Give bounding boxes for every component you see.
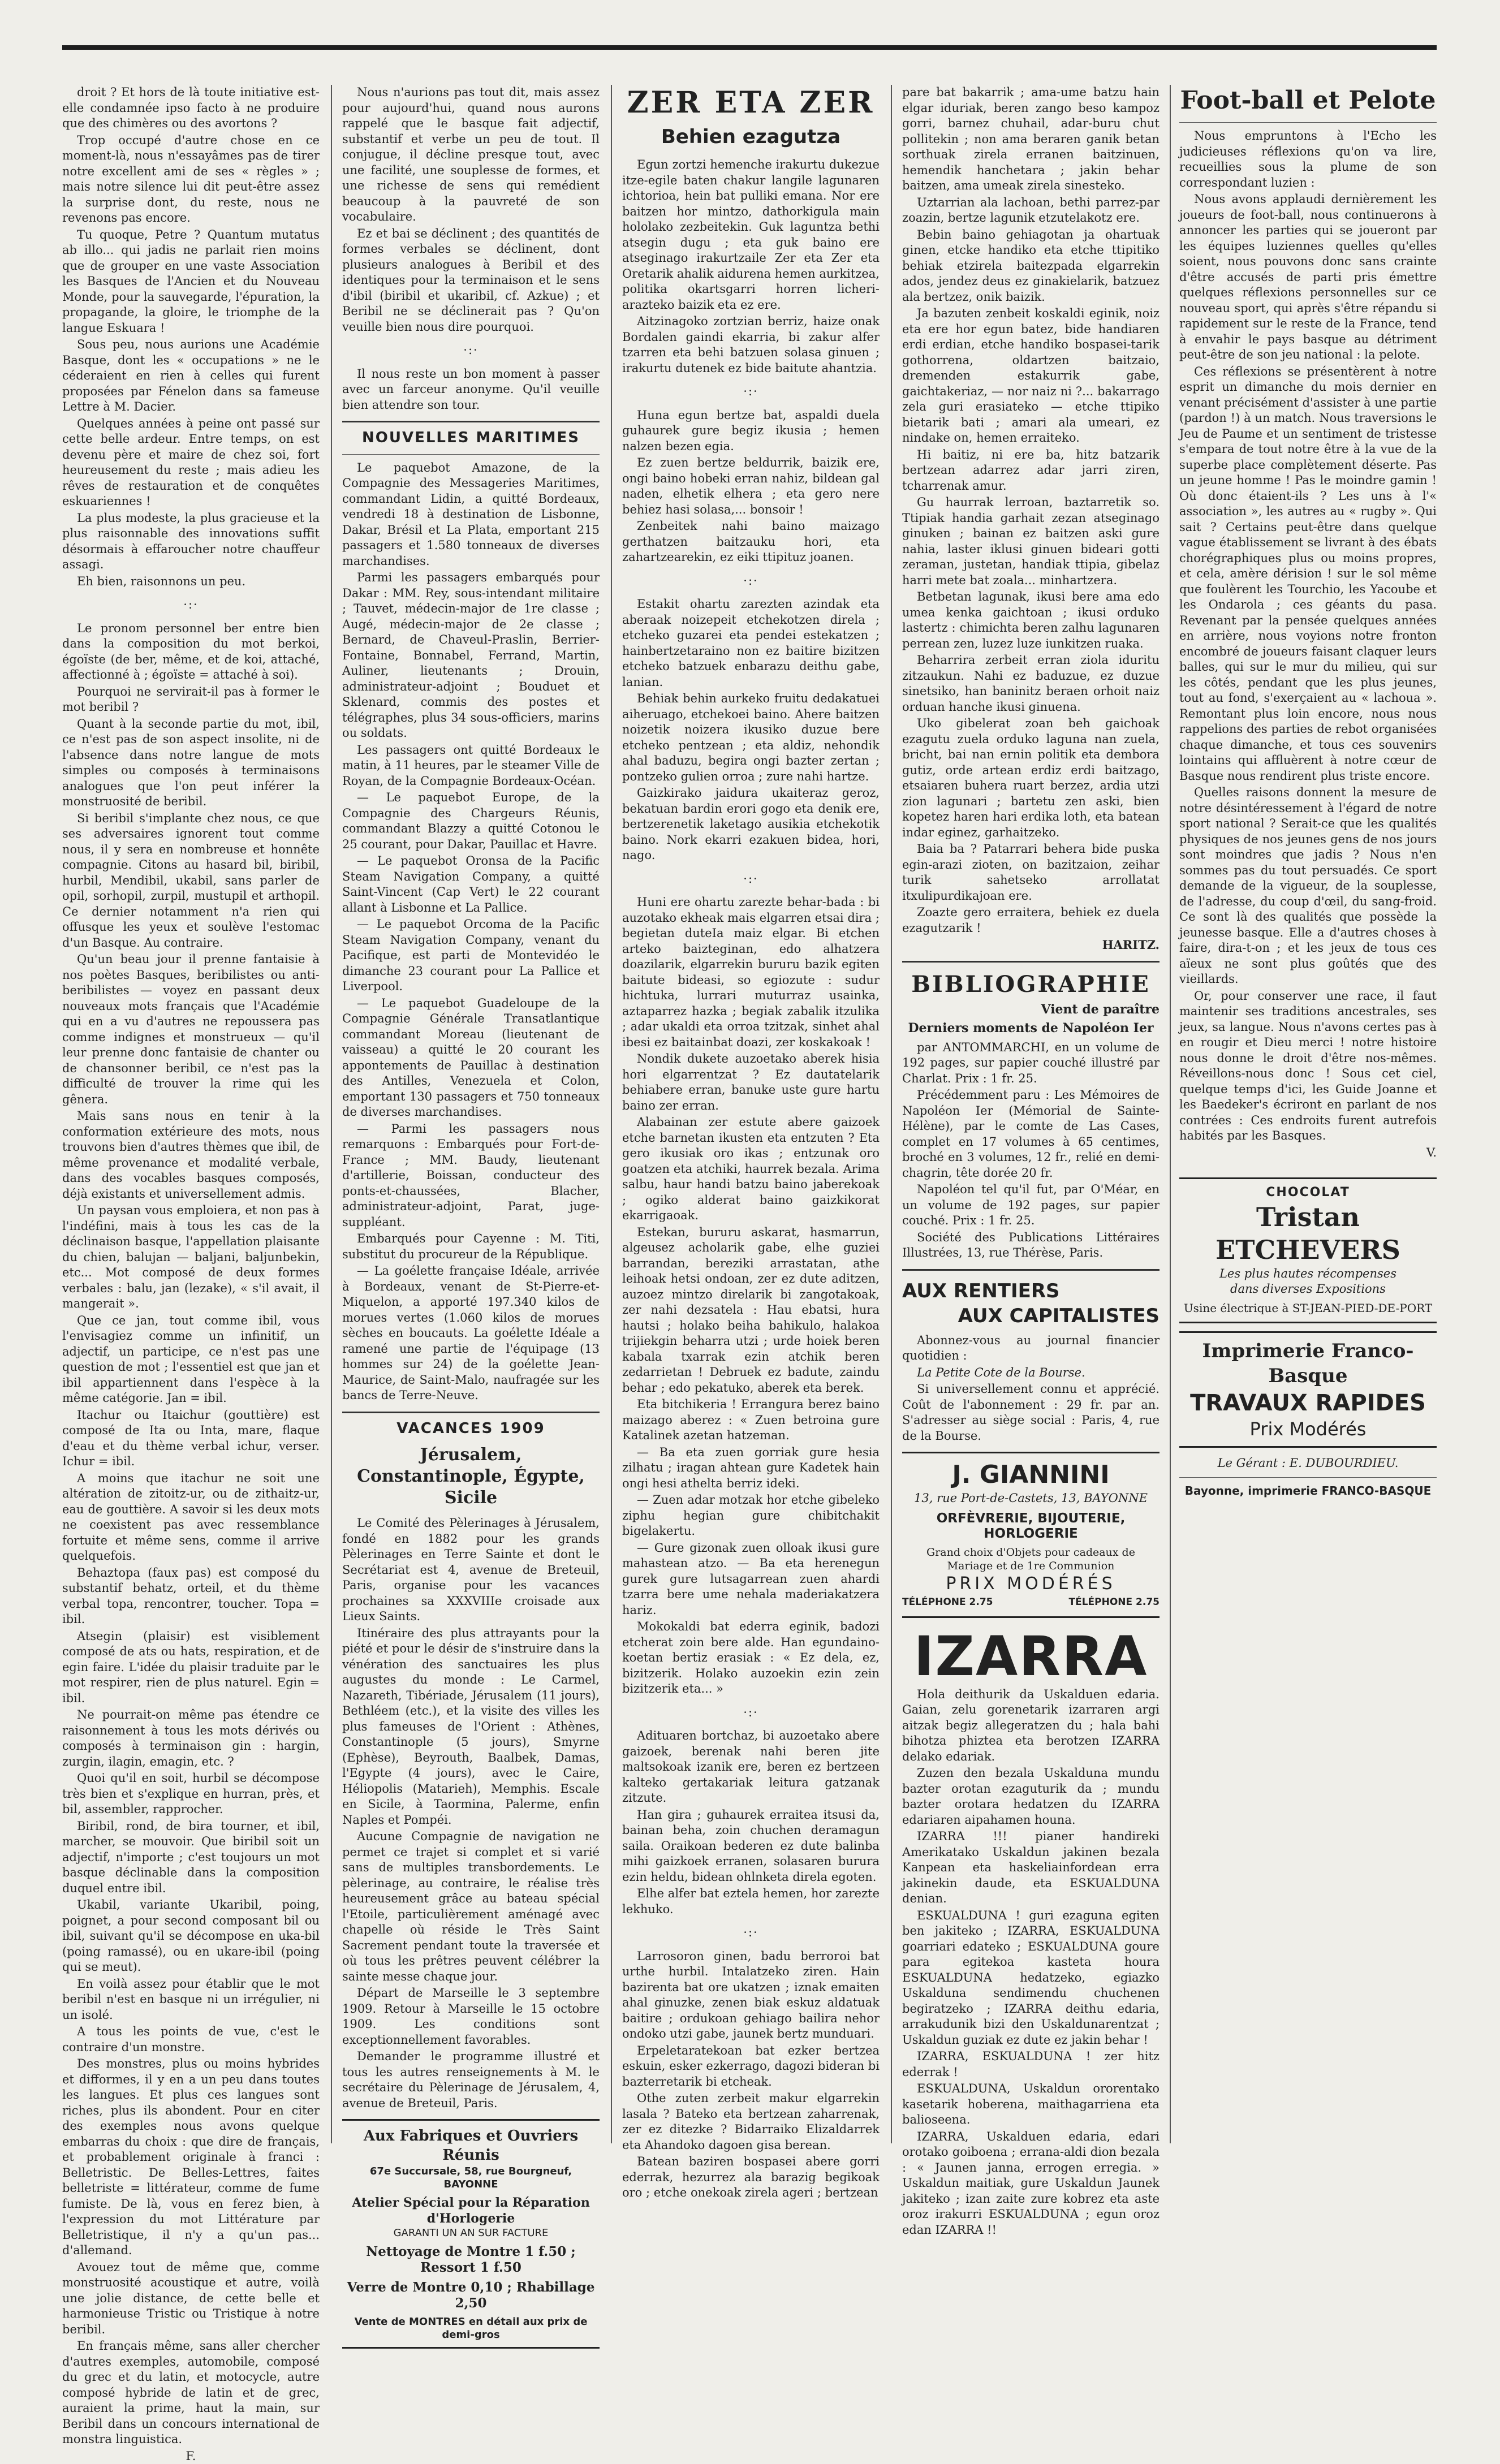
separator: ·:·: [622, 871, 880, 887]
paragraph: Zuzen den bezala Uskalduna mundu bazter orotan ezaguturik da ; mundu bazter orotara hedatzen du IZARRA edariaren aipahamen houna.: [902, 1766, 1160, 1828]
paragraph: Bebin baino gehiagotan ja ohartuak ginen, etcke handiko eta etche ttipitiko behiak etzirela baitezpada elgarrekin ados, jendez deus ez ginakielarik, batzuez ala bertzez, onik baizik.: [902, 227, 1160, 305]
paragraph: Zenbeitek nahi baino maizago gerthatzen baitzauku hori, eta zahartzearekin, ez eiki ttipituz joanen.: [622, 519, 880, 566]
ad-line: Grand choix d'Objets pour cadeaux de Mariage et de 1re Communion: [902, 1546, 1160, 1573]
paragraph: Demander le programme illustré et tous les autres renseignements à M. le secrétaire du Pèlerinage de Jérusalem, 4, avenue de Breteuil, Paris.: [342, 2049, 600, 2111]
paragraph: Uko gibelerat zoan beh gaichoak ezagutu zuela orduko laguna nan zuela, bricht, bai nan ernin politik eta dembora gutiz, orde artean erdiz erdi baitzago, etsaiaren buhera ruart berzez, ardia utzi zion lagunari ; bartetu zen aski, bien kopetez haren hari erdika loth, eta batean indar eginez, garhaitzeko.: [902, 716, 1160, 840]
paragraph: Elhe alfer bat eztela hemen, hor zarezte lekhuko.: [622, 1886, 880, 1917]
izarra-title: IZARRA: [902, 1626, 1160, 1687]
separator: ·:·: [62, 597, 320, 613]
rentiers-title: AUX CAPITALISTES: [902, 1304, 1160, 1328]
paragraph: — Gure gizonak zuen olloak ikusi gure mahastean atzo. — Ba eta herenegun gurek gure lutsagarrean zuen ahardi tzarra bere ume nehala maderiakatzera hariz.: [622, 1540, 880, 1619]
ad-phone: TÉLÉPHONE 2.75: [902, 1595, 993, 1611]
paragraph: Aucune Compagnie de navigation ne permet ce trajet si complet et si varié sans de multiples transbordements. Le pèlerinage, au contraire, le réalise très heureusement grâce au bateau spécial l'Etoile, particulièrement aménagé avec chapelle où réside le Très Saint Sacrement pendant toute la traversée et où tous les prêtres peuvent célébrer la sainte messe chaque jour.: [342, 1829, 600, 1984]
paragraph: Or, pour conserver une race, il faut maintenir ses traditions ancestrales, ses jeux, sa langue. Nous n'avons certes pas à en rougir et Dieu merci ! notre histoire nous donne le droit d'être nos-mêmes. Réveillons-nous donc ! Sous cet ciel, quelque temps d'ici, les Guide Joanne et les Baedeker's écriront en parlant de nos contrées : Ces endroits furent autrefois habités par les Basques.: [1179, 989, 1437, 1144]
paragraph: Han gira ; guhaurek erraitea itsusi da, bainan beha, zoin chuchen deramagun saila. Oraikoan bederen ez dute balinba mihi gaizkoek erranen, solasaren burura ezin heldu, bidean ohlnketa direla egoten.: [622, 1807, 880, 1885]
paragraph: Nous n'aurions pas tout dit, mais assez pour aujourd'hui, quand nous aurons rappelé que le basque fait adjectif, substantif et verbe un peu de tout. Il conjugue, il décline presque tout, avec une facilité, une souplesse de formes, et une richesse de sens qui remédient beaucoup à la pauvreté de son vocabulaire.: [342, 85, 600, 225]
paragraph: Quoi qu'il en soit, hurbil se décompose très bien et s'explique en hurran, près, et bil, assembler, rapprocher.: [62, 1771, 320, 1818]
separator: ·:·: [622, 1925, 880, 1941]
ad-line: TRAVAUX RAPIDES: [1179, 1388, 1437, 1418]
paragraph: Eh bien, raisonnons un peu.: [62, 574, 320, 590]
paragraph: Behaztopa (faux pas) est composé du substantif behatz, orteil, et du thème verbal topa, rencontrer, toucher. Topa = ibil.: [62, 1565, 320, 1628]
paragraph: IZARRA, ESKUALDUNA ! zer hitz ederrak !: [902, 2049, 1160, 2080]
paragraph: Si beribil s'implante chez nous, ce que ses adversaires ignorent tout comme nous, il y sera en nombreuse et honnête compagnie. Citons au hasard bil, biribil, hurbil, Mendibil, ukabil, sans parler de opil, sorhopil, zurpil, mustupil et arthopil. Ce dernier notamment n'a rien qui offusque les yeux et soulève l'estomac d'un Basque. Au contraire.: [62, 811, 320, 951]
ad-title: Aux Fabriques et Ouvriers Réunis: [342, 2126, 600, 2165]
paragraph: Betbetan lagunak, ikusi bere ama edo umea kenka gaichtoan ; ikusi orduko lastertz : chimichta beren zalhu lagunaren perrean zen, luzez luze iunkitzen ruaka.: [902, 589, 1160, 651]
paragraph: Quant à la seconde partie du mot, ibil, ce n'est pas de son aspect insolite, ni de l'absence dans notre langue de mots simples ou composés à terminaisons analogues que l'on peut inférer la monstruosité de beribil.: [62, 717, 320, 810]
signature: F.: [62, 2449, 320, 2464]
column-3: [622, 85, 880, 2143]
column-4: [902, 85, 1160, 2143]
paragraph: — Le paquebot Oronsa de la Pacific Steam Navigation Company, a quitté Saint-Vincent (Cap Vert) le 22 courant allant à Lisbonne et La Pallice.: [342, 853, 600, 916]
newspaper-page: [62, 45, 1437, 2149]
paragraph: Eta bitchikeria ! Errangura berez baino maizago aberez : « Zuen betroina gure Katalinek azetan hatzeman.: [622, 1397, 880, 1444]
section-title-maritime: NOUVELLES MARITIMES: [342, 430, 600, 446]
paragraph: — Le paquebot Guadeloupe de la Compagnie Générale Transatlantique commandant Moreau (lieutenant de vaisseau) a quitté le 20 courant les appontements de Pauillac à destination des Antilles, Venezuela et Colon, emportant 130 passagers et 750 tonneaux de diverses marchandises.: [342, 996, 600, 1120]
paragraph: Ez zuen bertze beldurrik, baizik ere, ongi baino hobeki erran nahiz, bildean gal naden, elhetik elhera ; eta gero nere behiez hasi solasa,... bonsoir !: [622, 455, 880, 517]
separator: ·:·: [342, 343, 600, 359]
column-2: [342, 85, 600, 2143]
ad-line: Atelier Spécial pour la Réparation d'Horlogerie: [342, 2195, 600, 2226]
paragraph: Gaizkirako jaidura ukaiteraz geroz, bekatuan bardin erori gogo eta denik ere, bertzerenetik laketago ausikia etchekotik baino. Nork ekarri ezakuen bidea, hori, nago.: [622, 786, 880, 864]
ad-line: HORLOGERIE: [902, 1526, 1160, 1542]
paragraph: Egun zortzi hemenche irakurtu dukezue itze-egile baten chakur langile lagunaren ichtorioa, hein bat pulliki emana. Nor ere baitzen hor mintzo, dathorkigula main hololako zezbeitekin. Guk laguntza bethi atsegin dugu ; eta guk baino ere atseginago irakurtzaile Zer eta Zer eta Oretarik ahalik aidurena hemen aurkitzea, politika okartsgarri horren licheri-arazteko baizik eta ez ere.: [622, 157, 880, 313]
paragraph: Les passagers ont quitté Bordeaux le matin, à 11 heures, par le steamer Ville de Royan, de la Compagnie Bordeaux-Océan.: [342, 743, 600, 789]
biblio-tag: Vient de paraître: [902, 1002, 1160, 1018]
separator: ·:·: [622, 1705, 880, 1721]
paragraph: Embarqués pour Cayenne : M. Titi, substitut du procureur de la République.: [342, 1231, 600, 1262]
column-divider: [331, 85, 332, 2143]
paragraph: Que ce jan, tout comme ibil, vous l'envisagiez comme un infinitif, un adjectif, un participe, ce n'est pas une question de mot ; l'essentiel est que jan et ibil appartiennent dans l'espèce à la même catégorie. Jan = ibil.: [62, 1313, 320, 1406]
paragraph: Trop occupé d'autre chose en ce moment-là, nous n'essayâmes pas de tirer notre excellent ami de ses « règles » ; mais notre silence lui dit peut-être assez la surprise dont, du reste, nous ne revenons pas encore.: [62, 133, 320, 226]
paragraph: Quelles raisons donnent la mesure de notre désintéressement à l'égard de notre sport national ? Serait-ce que les qualités physiques de nos jeunes gens de nos jours sont moindres que jadis ? Nous n'en sommes pas du tout persuadés. Ce sport demande de la vigueur, de la souplesse, de l'adresse, du coup d'œil, du sang-froid. Ce sont là des qualités que possède la jeunesse basque. Elle a d'autres choses à faire, dira-t-on ; et les jeux de tous ces aïeux ne sont plus goûtés que des vieillards.: [1179, 785, 1437, 987]
separator: ·:·: [622, 384, 880, 400]
footer-printer: Bayonne, imprimerie FRANCO-BASQUE: [1179, 1483, 1437, 1499]
divider: [342, 421, 600, 422]
gerant-line: Le Gérant : E. DUBOURDIEU.: [1179, 1456, 1437, 1472]
paragraph: Baia ba ? Patarrari behera bide puska egin-arazi zioten, on bazitzaion, zeihar turik sahetseko arrollatat itxulipurdikajoan ere.: [902, 842, 1160, 904]
advertisement-giannini: [902, 1452, 1160, 1618]
paragraph: Batean baziren bospasei abere gorri ederrak, hezurrez ala barazig begikoak oro ; etche onekoak zirela ageri ; bertzean: [622, 2154, 880, 2201]
paragraph: Ne pourrait-on même pas étendre ce raisonnement à tous les mots dérivés ou composés à terminaison gin : hargin, zurgin, ilagin, emagin, etc. ?: [62, 1707, 320, 1770]
paragraph: Alabainan zer estute abere gaizoek etche barnetan ikusten eta entzuten ? Eta gero ikusiak oro ikas ; entzunak oro goatzen eta atchiki, haurrek bezala. Arima salbu, haur handi batzu baino jaberekoak ; ogiko alderat baino gaizkikorat ekarrigaoak.: [622, 1115, 880, 1224]
paragraph: — Ba eta zuen gorriak gure hesia zilhatu ; iragan ahtean gure Kadetek hain ongi hesi athelta berriz ideki.: [622, 1445, 880, 1492]
paragraph: droit ? Et hors de là toute initiative est-elle condamnée ipso facto à ne produire que des chimères ou des avortons ?: [62, 85, 320, 132]
paragraph: — Le paquebot Orcoma de la Pacific Steam Navigation Company, venant du Pacifique, est parti de Montevidéo le dimanche 23 courant pour La Pallice et Liverpool.: [342, 917, 600, 995]
paragraph: A tous les points de vue, c'est le contraire d'un monstre.: [62, 2024, 320, 2055]
paragraph: Ja bazuten zenbeit koskaldi eginik, noiz eta ere hor egun batez, bide handiaren erdi erdian, etche handiko bospasei-tarik gothorrena, oldartzen baitzaio, dremenden estakurrik gabe, gaichtakeriaz, — nor naiz ni ?... bakarrago zela guri erasiateko — etche ttipiko bietarik bati ; amari ala umeari, ez nindake on, hemen erraiteko.: [902, 306, 1160, 446]
divider: [342, 1412, 600, 1413]
paragraph: Départ de Marseille le 3 septembre 1909. Retour à Marseille le 15 octobre 1909. Les conditions sont exceptionnellement favorables.: [342, 1986, 600, 2048]
paragraph: Mais sans nous en tenir à la conformation extérieure des mots, nous trouvons bien d'autres thèmes que ibil, de même provenance et modalité verbale, dans des vocables basques composés, déjà existants et universellement admis.: [62, 1108, 320, 1202]
ad-title: J. GIANNINI: [902, 1459, 1160, 1491]
biblio-book-title: Derniers moments de Napoléon Ier: [902, 1021, 1160, 1037]
paragraph: Itachur ou Itaichur (gouttière) est composé de Ita ou Inta, mare, flaque d'eau et du thème verbal ichur, verser. Ichur = ibil.: [62, 1408, 320, 1470]
paragraph: Parmi les passagers embarqués pour Dakar : MM. Rey, sous-intendant militaire ; Tauvet, médecin-major de 1re classe ; Augé, médecin-major de 2e classe ; Bernard, de Chaveul-Praslin, Berrier-Fontaine, Bonnabel, Ferrand, Martin, Auliner, lieutenants ; Drouin, administrateur-adjoint ; Bouduet et Sklenard, commis des postes et télégraphes, plus 34 sous-officiers, marins ou soldats.: [342, 570, 600, 741]
ad-line: Nettoyage de Montre 1 f.50 ; Ressort 1 f.50: [342, 2244, 600, 2275]
signature: HARITZ.: [902, 937, 1160, 953]
paragraph: Qu'un beau jour il prenne fantaisie à nos poètes Basques, beribilistes ou anti-beribilistes — voyez en passant deux nouveaux mots français que l'Académie qui en a vu d'autres ne repoussera pas comme indignes et monstrueux — qu'il leur prenne donc fantaisie de chanter ou de chansonner beribil, ce n'est pas la difficulté de trouver la rime qui les gênera.: [62, 952, 320, 1107]
column-divider: [611, 85, 612, 2143]
article-title: ZER ETA ZER: [622, 85, 880, 121]
paragraph: Adituaren bortchaz, bi auzoetako abere gaizoek, berenak nahi beren jite maltsokoak izanik ere, beren ez bertzeen kalteko gertakariak leitura gatzanak zitzute.: [622, 1728, 880, 1806]
paragraph: ESKUALDUNA, Uskaldun ororentako kasetarik hoberena, maithagarriena eta balioseena.: [902, 2081, 1160, 2128]
ad-line: Verre de Montre 0,10 ; Rhabillage 2,50: [342, 2280, 600, 2311]
ad-phones: [902, 1595, 1160, 1611]
divider: [902, 1269, 1160, 1271]
ad-phone: TÉLÉPHONE 2.75: [1069, 1595, 1160, 1611]
paragraph: Mokokaldi bat ederra eginik, badozi etcherat zoin bere alde. Han egundaino-koetan bertiz erasiak : « Ez dela, ez, bizitzerik. Holako auzoekin ezin zein bizitzerik eta... »: [622, 1619, 880, 1697]
paragraph: IZARRA, Uskalduen edaria, edari orotako goiboena ; errana-aldi dion bezala : « Jaunen janna, errogen erregia. » Uskaldun maitiak, gure Uskaldun Jaunek jakiteko ; izan zaite zure kobrez eta aste oroz irakurri ESKUALDUNA ; egun oroz edan IZARRA !!: [902, 2129, 1160, 2238]
paragraph: Ukabil, variante Ukaribil, poing, poignet, a pour second composant bil ou ibil, suivant qu'il se décompose en uka-bil (poing ramassé), ou en ukare-ibil (poing qui se meut).: [62, 1897, 320, 1975]
paragraph: En français même, sans aller chercher d'autres exemples, automobile, composé du grec et du latin, et motocycle, autre composé hybride de latin et de grec, auraient la prime, haut la main, sur Beribil dans un concours international de monstra linguistica.: [62, 2338, 320, 2448]
divider: [342, 454, 600, 455]
paragraph: La Petite Cote de la Bourse.: [902, 1365, 1160, 1381]
paragraph: Hola deithurik da Uskalduen edaria. Gaian, zelu gorenetarik izarraren argi aitzak begiz allegeratzen du ; hala bahi bihotza phiztea eta berotzen IZARRA delako edariak.: [902, 1687, 1160, 1765]
paragraph: Ces réflexions se présentèrent à notre esprit un dimanche du mois dernier en venant précisément d'assister à une partie (pardon !) à un match. Nous traversions le Jeu de Paume et un sentiment de tristesse s'empara de tout notre être à la vue de la superbe place complètement déserte. Pas un jeune homme ! Pas le moindre gamin ! Où donc étaient-ils ? Les uns à l'« association », les autres au « rugby ». Qui sait ? Certains peut-être dans quelque vague établissement se livrant à des ébats chorégraphiques plus ou moins propres, et cela, amère dérision ! sur le sol même que foulèrent les Tourchio, les Yacoube et les Ondarola ; ces géants du pasa. Revenant par la pensée quelques années en arrière, nous voyions notre fronton encombré de joueurs faisant claquer leurs balles, qui sur le mur du milieu, qui sur les côtés, pendant que les plus jeunes, tout au fond, s'exerçaient au « lachoua ». Remontant plus loin encore, nous nous rappelions des parties de rebot organisées chaque dimanche, et tous ces souvenirs lointains qui affluèrent à notre cœur de Basque nous rendirent plus triste encore.: [1179, 364, 1437, 784]
paragraph: En voilà assez pour établir que le mot beribil n'est en basque ni un irrégulier, ni un isolé.: [62, 1977, 320, 2023]
column-5: [1179, 85, 1437, 2143]
paragraph: Larrosoron ginen, badu berroroi bat urthe hurbil. Intalatzeko ziren. Hain bazirenta bat ore ukatzen ; iznak emaiten ahal ginuzke, zenen biak eskuz aldatuak baitire ; ordukoan gehiago bailira nehor ondoko utzi gabe, jaunek bertz munduari.: [622, 1949, 880, 2042]
paragraph: Atsegin (plaisir) est visiblement composé de ats ou hats, respiration, et de egin faire. L'idée du plaisir traduite par le mot respirer, rien de plus naturel. Egin = ibil.: [62, 1629, 320, 1707]
paragraph: par ANTOMMARCHI, en un volume de 192 pages, sur papier couché illustré par Charlat. Prix : 1 fr. 25.: [902, 1040, 1160, 1087]
paragraph: Itinéraire des plus attrayants pour la piété et pour le désir de s'instruire dans la vénération des sanctuaires les plus augustes du monde : Le Carmel, Nazareth, Tibériade, Jérusalem (11 jours), Bethléem (etc.), et la visite des villes les plus fameuses de l'Orient : Athènes, Constantinople (5 jours), Smyrne (Ephèse), Beyrouth, Baalbek, Damas, l'Egypte (4 jours), avec le Caire, Héliopolis (Matarieh), Memphis. Escale en Sicile, à Taormina, Palerme, enfin Naples et Pompéi.: [342, 1626, 600, 1828]
paragraph: ESKUALDUNA ! guri ezaguna egiten ben jakiteko ; IZARRA, ESKUALDUNA goarriari edateko ; ESKUALDUNA goure para egitekoa kasteta houra ESKUALDUNA hedatzeko, egiazko Uskalduna sendimendu chuchenen begiratzeko ; IZARRA deithu edaria, arrakudunik bizi den Uskaldunarentzat ; Uskaldun guziak ez dute ez jakin behar !: [902, 1908, 1160, 2048]
paragraph: Estekan, bururu askarat, hasmarrun, algeusez acholarik gabe, elhe guziei barrandan, bereziki arrastatan, athe leihoak hetsi ondoan, zer ez dute aditzen, auzoez mintzo direlarik bi zangotakoak, zer nahi dezsatela : Hau ebatsi, hura hautsi ; holako beiha bahikulo, halakoa trijiekgin beharra utzi ; urde hoiek beren kabala txarrak ezin atchik beren zedarrietan ! Debruek ez badute, zaindu behar ; edo pekatuko, aberek eta berek.: [622, 1225, 880, 1396]
ad-line: GARANTI UN AN SUR FACTURE: [342, 2226, 600, 2239]
rentiers-title: AUX RENTIERS: [902, 1279, 1160, 1304]
paragraph: Précédemment paru : Les Mémoires de Napoléon Ier (Mémorial de Sainte-Hélène), par le comte de Las Cases, complet en 17 volumes à 65 centimes, broché en 3 volumes, 12 fr., relié en demi-chagrin, tête dorée 20 fr.: [902, 1088, 1160, 1181]
paragraph: — Parmi les passagers nous remarquons : Embarqués pour Fort-de-France ; MM. Baudy, lieutenant d'artillerie, Boissan, conducteur des ponts-et-chaussées, Blacher, administrateur-adjoint, Parat, juge-suppléant.: [342, 1121, 600, 1231]
ad-line: Prix Modérés: [1179, 1418, 1437, 1440]
advertisement-horlogerie: [342, 2119, 600, 2349]
column-divider: [891, 85, 892, 2143]
paragraph: Un paysan vous emploiera, et non pas à l'indéfini, mais à tous les cas de la déclinaison basque, l'appellation plaisante du chien, balujan — baljani, baljunbekin, etc... Mot composé de deux formes verbales : balu, jan (lezake), « s'il avait, il mangerait ».: [62, 1203, 320, 1312]
separator: ·:·: [622, 573, 880, 589]
paragraph: Avouez tout de même que, comme monstruosité acoustique et autre, voilà une jolie distance, de cette belle et harmonieuse Tristic ou Tristique à notre beribil.: [62, 2260, 320, 2338]
divider: [902, 961, 1160, 963]
paragraph: Othe zuten zerbeit makur elgarrekin lasala ? Bateko eta bertzean zaharrenak, zer ez ditezke ? Bidarraiko Elizaldarrek eta Ahandoko dagoen gisa berean.: [622, 2091, 880, 2153]
paragraph: Le Comité des Pèlerinages à Jérusalem, fondé en 1882 pour les grands Pèlerinages en Terre Sainte et dont le Secrétariat est 4, avenue de Breteuil, Paris, organise pour les vacances prochaines sa XXXVIIIe croisade aux Lieux Saints.: [342, 1516, 600, 1625]
paragraph: Quelques années à peine ont passé sur cette belle ardeur. Entre temps, on est devenu père et maire de chez soi, fort heureusement du reste ; mais adieu les rêves de restauration et de conquêtes eskuariennes !: [62, 416, 320, 510]
paragraph: — La goélette française Idéale, arrivée à Bordeaux, venant de St-Pierre-et-Miquelon, a apporté 197.340 kilos de morues vertes (1.060 kilos de morues sèches en boucauts. La goélette Idéale a ramené une partie de l'équipage (13 hommes sur 24) de la goélette Jean-Maurice, de Saint-Malo, naufragée sur les bancs de Terre-Neuve.: [342, 1263, 600, 1404]
paragraph: Zoazte gero erraitera, behiek ez duela ezagutzarik !: [902, 905, 1160, 936]
paragraph: pare bat bakarrik ; ama-ume batzu hain elgar iduriak, beren zango beso kampoz gorri, barnez chuhail, adar-buru chut pollitekin ; non ama beraren ganik betan sorthuak zirela erranen baitzinuen, hemendik hanchetara ; jakin behar baitzen, ama umeak zirela sinesteko.: [902, 85, 1160, 194]
paragraph: Estakit ohartu zarezten azindak eta aberaak noizepeit etchekotzen direla ; etcheko guzarei eta pendei estekatzen ; hainbertzetaraino non ez baitire bizitzen etcheko batzuek enbarazu deithu gabe, lanian.: [622, 597, 880, 690]
ad-address: 67e Succursale, 58, rue Bourgneuf, BAYONNE: [342, 2165, 600, 2191]
signature: V.: [1179, 1145, 1437, 1161]
paragraph: — Zuen adar motzak hor etche gibeleko ziphu hegian gure chibitchakit bigelakertu.: [622, 1492, 880, 1539]
vacances-subtitle: Jérusalem, Constantinople, Égypte, Sicile: [342, 1444, 600, 1509]
ad-title: Imprimerie Franco-Basque: [1179, 1339, 1437, 1388]
paragraph: Behiak behin aurkeko fruitu dedakatuei aiheruago, etchekoei baino. Ahere baitzen noizetik noizera ikusiko duzue bere etcheko pentzean ; eta aldiz, nehondik ahal baduzu, begira ongi bazter zertan ; pontzeko gulien orroa ; zure nahi hartze.: [622, 691, 880, 784]
ad-line: Vente de MONTRES en détail aux prix de demi-gros: [342, 2315, 600, 2341]
column-1: [62, 85, 320, 2143]
article-title: Foot-ball et Pelote: [1179, 85, 1437, 116]
paragraph: Ez et bai se déclinent ; des quantités de formes verbales se déclinent, dont plusieurs analogues à Beribil et des identiques pour la terminaison et le sens d'ibil (biribil et ukaribil, cf. Azkue) ; et Beribil ne se déclinerait pas ? Qu'on veuille bien nous dire pourquoi.: [342, 226, 600, 335]
ad-line: PRIX MODÉRÉS: [902, 1576, 1160, 1592]
divider: [1179, 122, 1437, 123]
paragraph: Nous empruntons à l'Echo les judicieuses réflexions qu'on va lire, recueillies sous la plume de son correspondant luzien :: [1179, 128, 1437, 191]
ad-line: Les plus hautes récompenses: [1179, 1266, 1437, 1282]
paragraph: Nous avons applaudi dernièrement les joueurs de foot-ball, nous continuerons à annoncer les parties qui se joueront par les équipes luziennes quelles qu'elles soient, nous pouvons donc sans crainte d'être accusés de parti pris émettre quelques réflexions personnelles sur ce nouveau sport, qui après s'être répandu si rapidement sur le reste de la France, tend à envahir le pays basque au détriment peut-être de son jeu national : la pelote.: [1179, 192, 1437, 363]
paragraph: Erpeletaratekoan bat ezker bertzea eskuin, esker ezkerrago, dagozi bideran bi bazterretarik bi etcheak.: [622, 2043, 880, 2090]
paragraph: Le pronom personnel ber entre bien dans la composition du mot berkoi, égoïste (de ber, même, et de koi, attaché, affectionné à ; égoïste = attaché à soi).: [62, 621, 320, 683]
paragraph: IZARRA !!! pianer handireki Amerikatako Uskaldun jakinen bezala Kanpean eta haskeliainfordean erra jakinekin daude, eta ESKUALDUNA denian.: [902, 1829, 1160, 1907]
ad-line: Usine électrique à ST-JEAN-PIED-DE-PORT: [1179, 1301, 1437, 1317]
section-title-vacances: VACANCES 1909: [342, 1421, 600, 1437]
paragraph: Sous peu, nous aurions une Académie Basque, dont les « occupations » ne le céderaient en rien à celles qui furent proposées par Fénelon dans sa fameuse Lettre à M. Dacier.: [62, 337, 320, 415]
paragraph: Le paquebot Amazone, de la Compagnie des Messageries Maritimes, commandant Lidin, a quitté Bordeaux, vendredi 18 à destination de Lisbonne, Dakar, Brésil et La Plata, emportant 215 passagers et 1.580 tonneaux de diverses marchandises.: [342, 460, 600, 569]
paragraph: Gu haurrak lerroan, baztarretik so. Ttipiak handia garhait zezan atseginago ginuken ; bainan ez baitzen aski gure nahia, laster iklusi ginuen bideari gotti zeraman, justetan, handiak ttipia, gibelaz harri mete bat zoala... minhartzera.: [902, 495, 1160, 588]
paragraph: Hi baitiz, ni ere ba, hitz batzarik bertzean adarrez adar jarri ziren, tcharrenak amur.: [902, 447, 1160, 494]
paragraph: Tu quoque, Petre ? Quantum mutatus ab illo... qui jadis ne parlait rien moins que de grouper en une vaste Association les Basques de l'Ancien et du Nouveau Monde, pour la sauvegarde, l'épuration, la propagande, la gloire, le triomphe de la langue Eskuara !: [62, 227, 320, 336]
paragraph: Uztarrian ala lachoan, bethi parrez-par zoazin, bertze lagunik etzutelakotz ere.: [902, 195, 1160, 226]
paragraph: A moins que itachur ne soit une altération de zitoitz-ur, ou de zithaitz-ur, eau de gouttière. A savoir si les deux mots ne coexistent pas avec ressemblance fortuite et même sens, comme il arrive quelquefois.: [62, 1471, 320, 1564]
paragraph: Des monstres, plus ou moins hybrides et difformes, il y en a un peu dans toutes les langues. Et plus ces langues sont riches, plus ils abondent. Pour en citer des exemples nous avons quelque embarras du choix : que dire de français, et probablement originale à franci : Belletristic. De Belles-Lettres, faites belletriste = littérateur, comme de fume fumiste. De là, vous en ferez bien, à l'expression du mot Littérature par Belletristique, il n'y a qu'un pas... d'allemand.: [62, 2056, 320, 2259]
advertisement-chocolat: [1179, 1177, 1437, 1323]
divider: [1179, 1477, 1437, 1478]
paragraph: Il nous reste un bon moment à passer avec un farceur anonyme. Qu'il veuille bien attendre son tour.: [342, 366, 600, 413]
paragraph: Beharrira zerbeit erran ziola iduritu zitzaukun. Nahi ez baduzue, ez duzue sinetsiko, han baninitz beraen orhoit naiz orduan hanche ikusi ginuena.: [902, 653, 1160, 715]
article-subtitle: Behien ezagutza: [622, 124, 880, 149]
paragraph: Huna egun bertze bat, aspaldi duela guhaurek gure begiz ikusia ; hemen nalzen bezen egia.: [622, 408, 880, 455]
paragraph: Abonnez-vous au journal financier quotidien :: [902, 1333, 1160, 1364]
ad-address: 13, rue Port-de-Castets, 13, BAYONNE: [902, 1491, 1160, 1507]
paragraph: Pourquoi ne servirait-il pas à former le mot beribil ?: [62, 684, 320, 715]
ad-line: CHOCOLAT: [1179, 1185, 1437, 1201]
paragraph: Huni ere ohartu zarezte behar-bada : bi auzotako ekheak mais elgarren etsai dira ; begietan duteIa maiz elgar. Bi etchen arteko baizteginan, edo alhatzera doazilarik, elgarrekin bururu bazik egiten baitute bideasi, so egiozute : sudur hichtuka, lurrari muturraz usainka, aztaparrez hazka ; begiak zabalik itzulika ; adar ukaldi eta orroa tzitzak, sinhet ahal ibesi ez baitainbat doazi, zer koskakoak !: [622, 895, 880, 1050]
section-title-bibliographie: BIBLIOGRAPHIE: [902, 970, 1160, 999]
paragraph: — Le paquebot Europe, de la Compagnie des Chargeurs Réunis, commandant Blazzy a quitté Cotonou le 25 courant, pour Dakar, Pauillac et Havre.: [342, 790, 600, 852]
advertisement-imprimerie: [1179, 1331, 1437, 1448]
paragraph: Si universellement connu et apprécié. Coût de l'abonnement : 29 fr. par an. S'adresser au siège social : Paris, 4, rue de la Bourse.: [902, 1382, 1160, 1444]
paragraph: Aitzinagoko zortzian berriz, haize onak Bordalen gaindi ekarria, bi zakur alfer tzarren eta behi batzuen solasa ginuen ; irakurtu dutenek ez bide baitute ahantzia.: [622, 314, 880, 376]
ad-title: Tristan ETCHEVERS: [1179, 1201, 1437, 1266]
ad-line: dans diverses Expositions: [1179, 1281, 1437, 1297]
top-rule: [62, 45, 1437, 50]
paragraph: Nondik dukete auzoetako aberek hisia hori elgarrentzat ? Ez dautatelarik behiabere erran, banuke uste gure hartu baino zer erran.: [622, 1051, 880, 1114]
column-divider: [1170, 85, 1171, 2143]
paragraph: Société des Publications Littéraires Illustrées, 13, rue Thérèse, Paris.: [902, 1230, 1160, 1261]
paragraph: Biribil, rond, de bira tourner, et ibil, marcher, se mouvoir. Que biribil soit un adjectif, n'importe ; c'est toujours un mot basque déclinable dans la composition duquel entre ibil.: [62, 1819, 320, 1897]
ad-line: ORFÈVRERIE, BIJOUTERIE,: [902, 1511, 1160, 1527]
paragraph: La plus modeste, la plus gracieuse et la plus raisonnable des innovations suffit désormais à effaroucher notre chauffeur assagi.: [62, 511, 320, 573]
paragraph: Napoléon tel qu'il fut, par O'Méar, en un volume de 192 pages, sur papier couché. Prix : 1 fr. 25.: [902, 1182, 1160, 1229]
